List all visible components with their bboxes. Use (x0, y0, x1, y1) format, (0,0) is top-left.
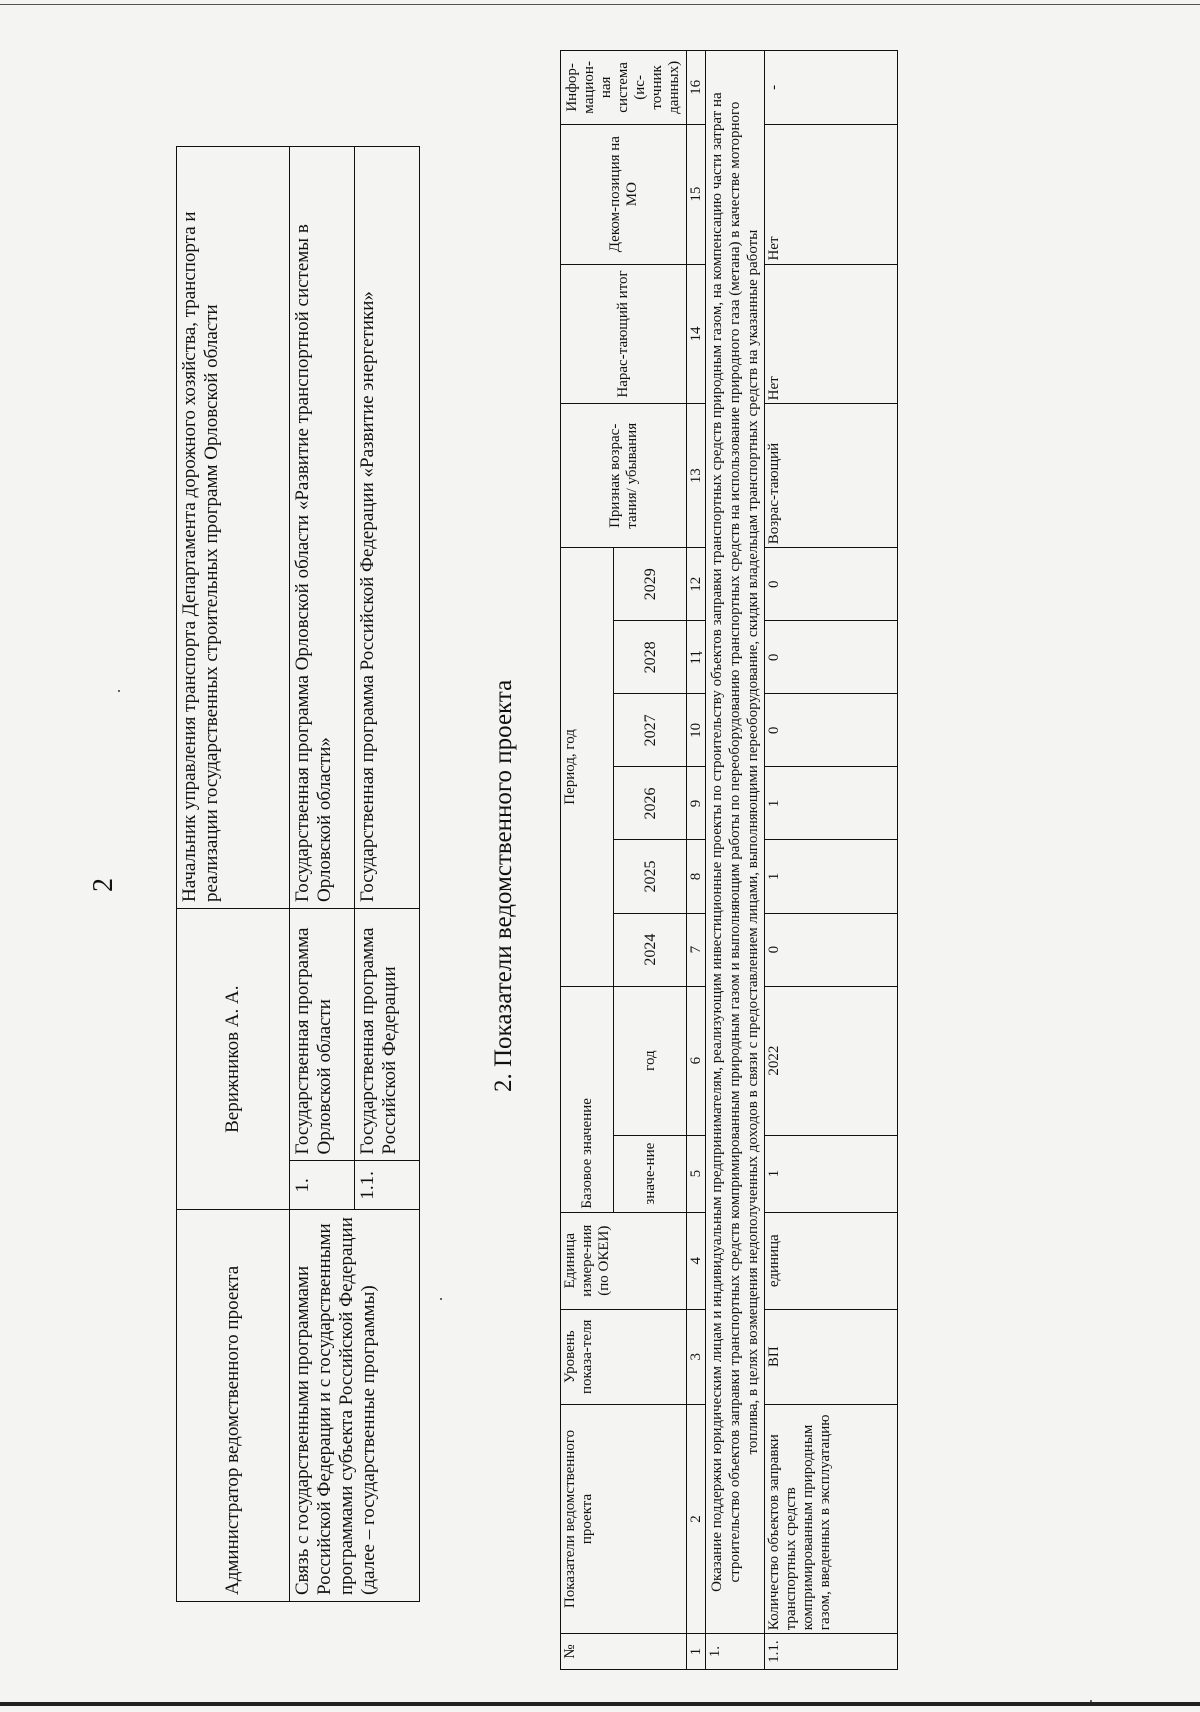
column-number: 15 (687, 124, 706, 264)
column-number: 7 (687, 913, 706, 986)
row-trend: Возрас-тающий (765, 404, 898, 548)
header-base: Базовое значение (561, 986, 614, 1212)
column-number: 3 (687, 1309, 706, 1404)
header-period: Период, год (561, 548, 614, 986)
row-value: 0 (765, 913, 898, 986)
header-num: № (561, 1634, 687, 1670)
header-level: Уровень показа-теля (561, 1309, 687, 1404)
admin-row (177, 147, 290, 1602)
column-number: 5 (687, 1135, 706, 1212)
program-number: 1.1. (355, 1161, 420, 1210)
row-value: 0 (765, 694, 898, 767)
header-year: 2029 (614, 548, 687, 621)
project-info-table (176, 146, 420, 1602)
column-number: 2 (687, 1404, 706, 1633)
header-year: 2027 (614, 694, 687, 767)
header-year: 2028 (614, 621, 687, 694)
row-base-year: 2022 (765, 986, 898, 1135)
admin-label: Администратор ведомственного проекта (177, 1210, 290, 1602)
header-base-year: год (614, 986, 687, 1135)
column-number: 16 (687, 51, 706, 125)
column-number: 9 (687, 767, 706, 840)
row-level: ВП (765, 1309, 898, 1404)
column-number: 8 (687, 840, 706, 913)
column-number: 13 (687, 404, 706, 548)
program-number: 1. (290, 1161, 355, 1210)
header-decomposition: Деком-позиция на МО (561, 124, 687, 264)
header-year: 2026 (614, 767, 687, 840)
row-number: 1.1. (765, 1634, 898, 1670)
row-cumulative: Нет (765, 264, 898, 404)
column-number: 1 (687, 1634, 706, 1670)
column-number: 12 (687, 548, 706, 621)
indicators-table (560, 50, 898, 1670)
header-indicator: Показатели ведомственного проекта (561, 1404, 687, 1633)
header-base-value: значе-ние (614, 1135, 687, 1212)
header-trend: Признак возрас-тания/ убывания (561, 404, 687, 548)
indicator-row (765, 51, 898, 1670)
admin-position: Начальник управления транспорта Департамента дорожного хозяйства, транспорта и реализации государственных строительных программ Орловской области (177, 147, 290, 909)
column-number-row (687, 51, 706, 1670)
column-number: 6 (687, 986, 706, 1135)
row-decomposition: Нет (765, 124, 898, 264)
column-number: 11 (687, 621, 706, 694)
header-cumulative: Нарас-тающий итог (561, 264, 687, 404)
row-base-value: 1 (765, 1135, 898, 1212)
column-number: 10 (687, 694, 706, 767)
column-number: 14 (687, 264, 706, 404)
program-link-label: Связь с государственными программами Российской Федерации и с государственными программами субъекта Российской Федерации (далее – государственные программы) (290, 1210, 420, 1602)
column-number: 4 (687, 1212, 706, 1309)
header-row (561, 51, 614, 1670)
section-number: 1. (706, 1634, 765, 1670)
row-value: 1 (765, 840, 898, 913)
section-title: 2. Показатели ведомственного проекта (490, 679, 517, 1092)
row-value: 1 (765, 767, 898, 840)
page-number: 2 (88, 878, 119, 892)
program-name: Государственная программа Орловской области «Развитие транспортной системы в Орловской области» (290, 147, 355, 909)
admin-name: Верижников А. А. (177, 909, 290, 1210)
program-name: Государственная программа Российской Федерации «Развитие энергетики» (355, 147, 420, 909)
program-row (290, 147, 355, 1602)
section-description: Оказание поддержки юридическим лицам и индивидуальным предпринимателям, реализующим инвестиционные проекты по строительству объектов заправки транспортных средств природным газом, на компенсацию части затрат на строительство объектов заправки транспортных средств компримированным природным газом и выполняющим работы по переоборудованию транспортных средств на использование природного газа (метана) в качестве моторного топлива, в целях возмещения недополученных доходов в связи с предоставлением лицами, выполняющими переоборудование, скидки владельцам транспортных средств на указанные работы (706, 51, 765, 1634)
row-value: 0 (765, 548, 898, 621)
row-indicator: Количество объектов заправки транспортных средств компримированным природным газом, введенных в эксплуатацию (765, 1404, 898, 1633)
section-row (706, 51, 765, 1670)
header-year: 2025 (614, 840, 687, 913)
header-info-system: Инфор-мацион-ная система (ис-точник данных) (561, 51, 687, 125)
header-unit: Единица измере-ния (по ОКЕИ) (561, 1212, 687, 1309)
program-type: Государственная программа Орловской области (290, 909, 355, 1161)
header-year: 2024 (614, 913, 687, 986)
row-info-system: - (765, 51, 898, 125)
program-type: Государственная программа Российской Федерации (355, 909, 420, 1161)
row-unit: единица (765, 1212, 898, 1309)
row-value: 0 (765, 621, 898, 694)
